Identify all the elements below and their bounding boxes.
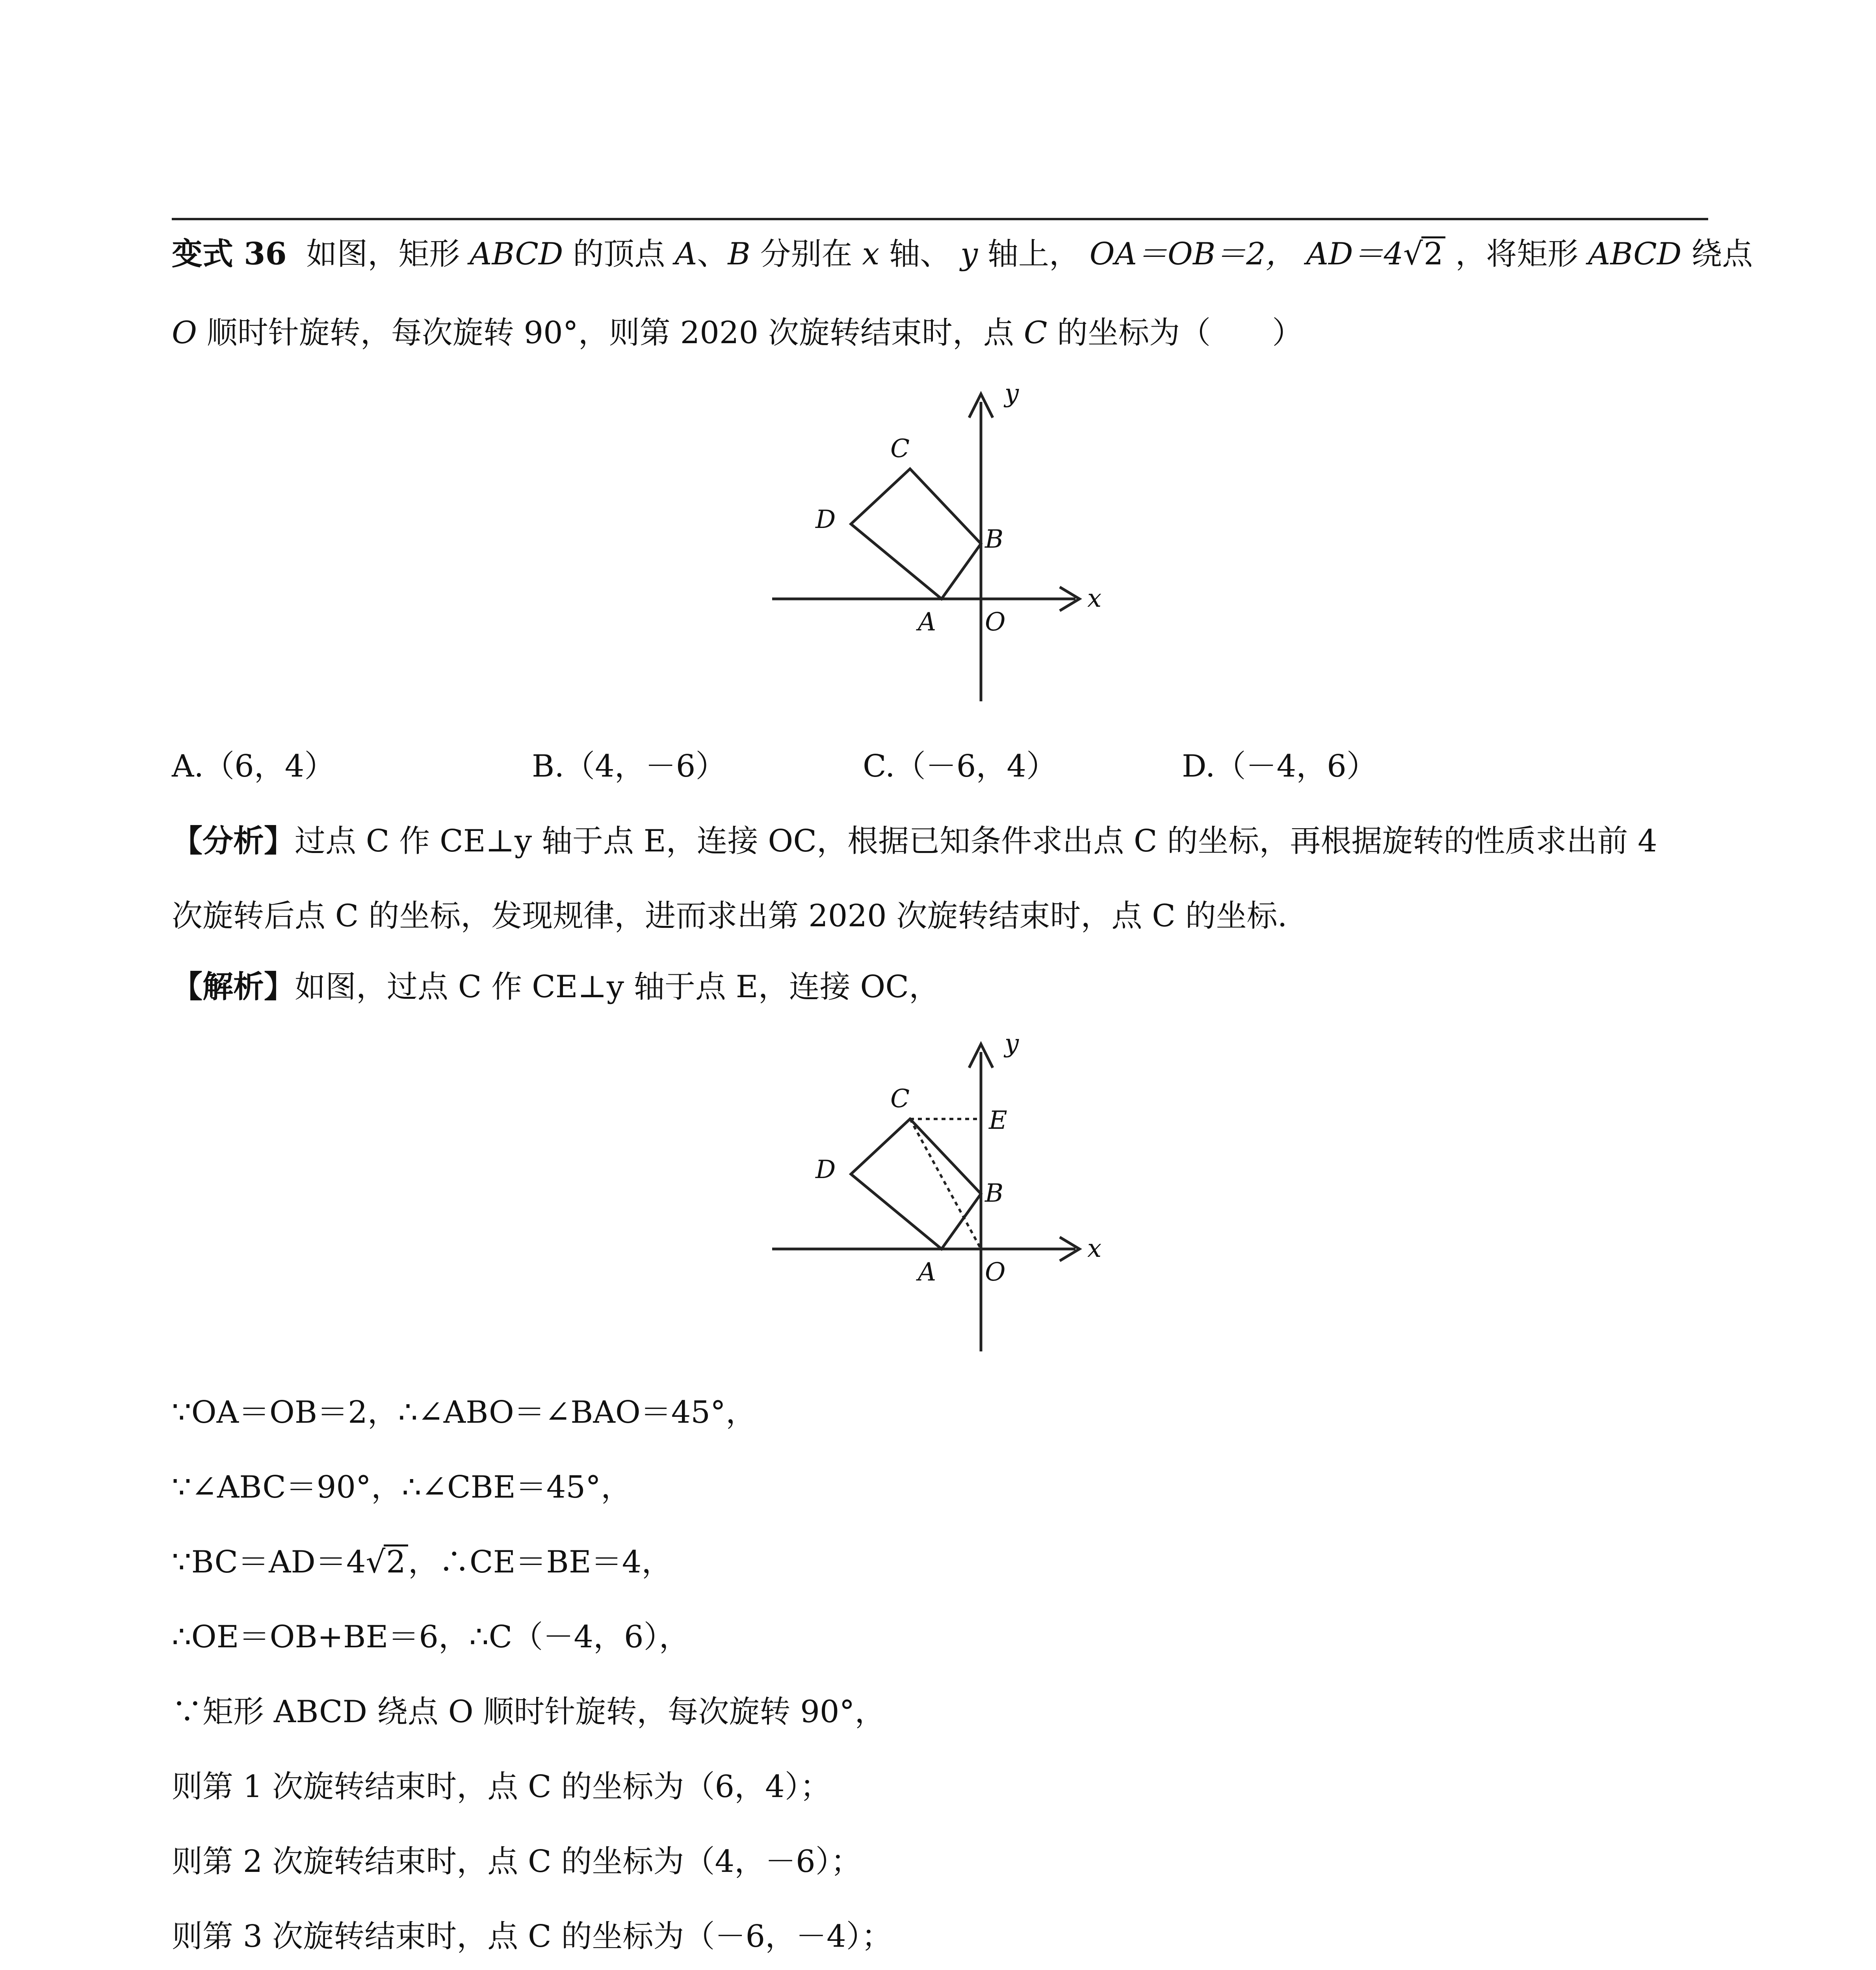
label-d-1: D: [815, 505, 836, 534]
solution-step-2: ∵∠ABC＝90°，∴∠CBE＝45°，: [172, 1470, 632, 1505]
label-c-2: C: [890, 1084, 910, 1113]
label-o-2: O: [985, 1258, 1006, 1287]
option-a: A.（6，4）: [172, 749, 335, 784]
label-c-1: C: [890, 434, 910, 463]
option-c: C.（－6，4）: [863, 749, 1057, 784]
solution-tag: 【解析】: [172, 969, 295, 1005]
rectangle-abcd-1: [851, 469, 981, 599]
label-e-2: E: [989, 1106, 1007, 1135]
top-rule: [172, 218, 1708, 220]
problem-label: 变式 36: [172, 236, 287, 272]
option-d: D.（－4，6）: [1182, 749, 1377, 784]
rectangle-abcd-2: [851, 1119, 981, 1249]
solution-step-3: ∵BC＝AD＝4√2，∴CE＝BE＝4，: [172, 1544, 672, 1580]
label-b-1: B: [985, 525, 1004, 554]
label-a-1: A: [918, 608, 936, 637]
problem-line-2: O 顺时针旋转，每次旋转 90°，则第 2020 次旋转结束时，点 C 的坐标为（ ）: [172, 315, 1303, 351]
figure-2: [760, 1028, 1115, 1359]
label-d-2: D: [815, 1155, 836, 1184]
label-x-1: x: [1087, 584, 1102, 613]
solution-step-4: ∴OE＝OB+BE＝6，∴C（－4，6），: [172, 1619, 690, 1655]
option-b: B.（4，－6）: [532, 749, 726, 784]
solution-step-1: ∵OA＝OB＝2，∴∠ABO＝∠BAO＝45°，: [172, 1395, 757, 1430]
label-b-2: B: [985, 1179, 1004, 1208]
problem-line-1: 变式 36 如图，矩形 ABCD 的顶点 A、B 分别在 x 轴、 y 轴上， OA＝OB＝2， AD＝4√2 ，将矩形 ABCD 绕点: [172, 236, 1753, 272]
figure-1: [760, 378, 1115, 709]
label-o-1: O: [985, 608, 1006, 637]
label-y-1: y: [1005, 379, 1019, 408]
analysis-tag: 【分析】: [172, 823, 295, 859]
label-a-2: A: [918, 1258, 936, 1287]
rotation-2: 则第 2 次旋转结束时，点 C 的坐标为（4，－6）；: [172, 1844, 862, 1879]
solution-intro: 【解析】如图，过点 C 作 CE⊥y 轴于点 E，连接 OC，: [172, 969, 940, 1005]
label-y-2: y: [1005, 1029, 1019, 1058]
rotation-3: 则第 3 次旋转结束时，点 C 的坐标为（－6，－4）；: [172, 1919, 892, 1954]
solution-step-5: ∵矩形 ABCD 绕点 O 顺时针旋转，每次旋转 90°，: [172, 1694, 886, 1730]
analysis-line-2: 次旋转后点 C 的坐标，发现规律，进而求出第 2020 次旋转结束时，点 C 的坐标.: [172, 898, 1287, 934]
label-x-2: x: [1087, 1234, 1102, 1263]
analysis-line-1: 【分析】过点 C 作 CE⊥y 轴于点 E，连接 OC，根据已知条件求出点 C 的坐标，再根据旋转的性质求出前 4: [172, 823, 1657, 859]
rotation-1: 则第 1 次旋转结束时，点 C 的坐标为（6，4）；: [172, 1769, 831, 1805]
